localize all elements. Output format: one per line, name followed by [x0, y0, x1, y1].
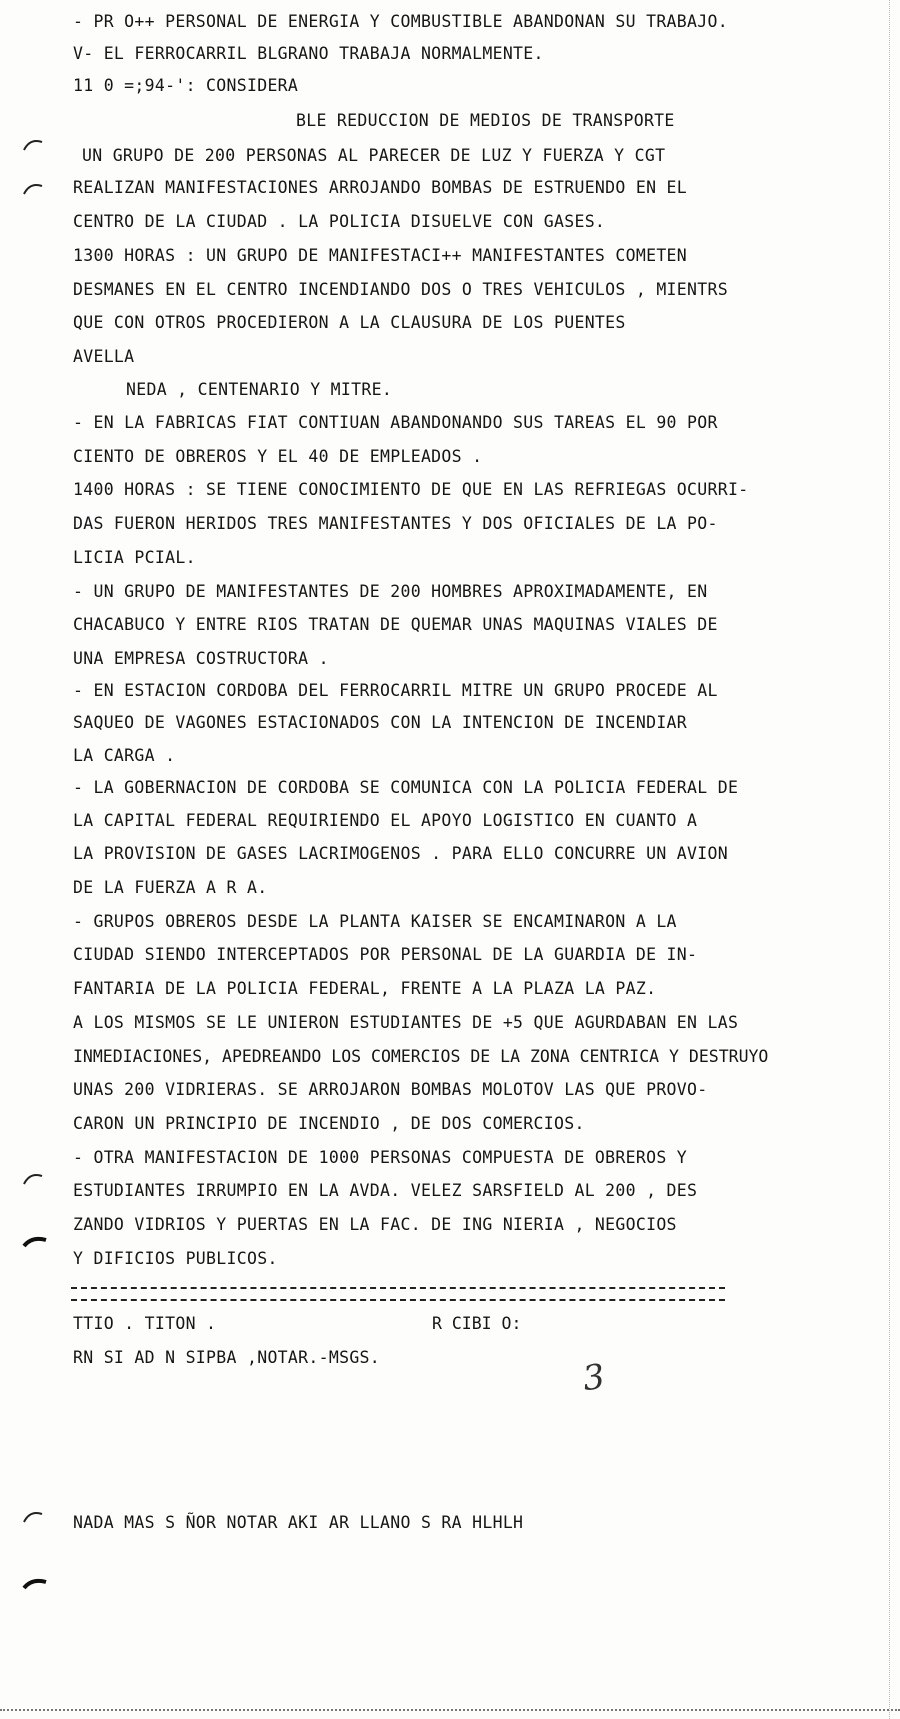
text-line: INMEDIACIONES, APEDREANDO LOS COMERCIOS DE LA ZONA CENTRICA Y DESTRUYO — [73, 1047, 769, 1066]
text-line: FANTARIA DE LA POLICIA FEDERAL, FRENTE A LA PLAZA LA PAZ. — [73, 979, 657, 998]
text-line: UNA EMPRESA COSTRUCTORA . — [73, 649, 329, 668]
text-line: LICIA PCIAL. — [73, 548, 196, 567]
punch-mark-icon — [20, 180, 50, 200]
closing-line: NADA MAS S ÑOR NOTAR AKI AR LLANO S RA HLHLH — [73, 1513, 524, 1532]
text-line: DE LA FUERZA A R A. — [73, 878, 268, 897]
text-line: LA CAPITAL FEDERAL REQUIRIENDO EL APOYO LOGISTICO EN CUANTO A — [73, 811, 698, 830]
text-line: AVELLA — [73, 347, 135, 366]
text-line: LA PROVISION DE GASES LACRIMOGENOS . PARA ELLO CONCURRE UN AVION — [73, 844, 728, 863]
text-line: CENTRO DE LA CIUDAD . LA POLICIA DISUELVE CON GASES. — [73, 212, 606, 231]
text-line: CARON UN PRINCIPIO DE INCENDIO , DE DOS COMERCIOS. — [73, 1114, 585, 1133]
text-line: - GRUPOS OBREROS DESDE LA PLANTA KAISER SE ENCAMINARON A LA — [73, 912, 677, 931]
text-line: DESMANES EN EL CENTRO INCENDIANDO DOS O TRES VEHICULOS , MIENTRS — [73, 280, 728, 299]
text-line: SAQUEO DE VAGONES ESTACIONADOS CON LA INTENCION DE INCENDIAR — [73, 713, 688, 732]
punch-mark-icon — [20, 136, 50, 156]
text-line: UNAS 200 VIDRIERAS. SE ARROJARON BOMBAS MOLOTOV LAS QUE PROVO- — [73, 1080, 708, 1099]
text-line: - LA GOBERNACION DE CORDOBA SE COMUNICA CON LA POLICIA FEDERAL DE — [73, 778, 739, 797]
text-line: 11 0 =;94-': CONSIDERA — [73, 76, 299, 95]
text-line: A LOS MISMOS SE LE UNIERON ESTUDIANTES DE +5 QUE AGURDABAN EN LAS — [73, 1013, 739, 1032]
text-line: 1300 HORAS : UN GRUPO DE MANIFESTACI++ MANIFESTANTES COMETEN — [73, 246, 688, 265]
text-line: V- EL FERROCARRIL BLGRANO TRABAJA NORMALMENTE. — [73, 44, 544, 63]
text-line: CHACABUCO Y ENTRE RIOS TRATAN DE QUEMAR UNAS MAQUINAS VIALES DE — [73, 615, 718, 634]
separator-rule — [71, 1287, 725, 1301]
text-line: CIUDAD SIENDO INTERCEPTADOS POR PERSONAL DE LA GUARDIA DE IN- — [73, 945, 698, 964]
text-line: NEDA , CENTENARIO Y MITRE. — [126, 380, 393, 399]
text-line: ZANDO VIDRIOS Y PUERTAS EN LA FAC. DE ING NIERIA , NEGOCIOS — [73, 1215, 677, 1234]
text-line: - OTRA MANIFESTACION DE 1000 PERSONAS COMPUESTA DE OBREROS Y — [73, 1148, 688, 1167]
paper-edge — [889, 0, 900, 1719]
punch-mark-icon — [20, 1232, 50, 1252]
text-line: ESTUDIANTES IRRUMPIO EN LA AVDA. VELEZ SARSFIELD AL 200 , DES — [73, 1181, 698, 1200]
text-line: 1400 HORAS : SE TIENE CONOCIMIENTO DE QUE EN LAS REFRIEGAS OCURRI- — [73, 480, 749, 499]
text-line: - EN LA FABRICAS FIAT CONTIUAN ABANDONANDO SUS TAREAS EL 90 POR — [73, 413, 718, 432]
text-line: QUE CON OTROS PROCEDIERON A LA CLAUSURA DE LOS PUENTES — [73, 313, 626, 332]
text-line: BLE REDUCCION DE MEDIOS DE TRANSPORTE — [296, 111, 675, 130]
footer-sender: TTIO . TITON . — [73, 1314, 217, 1333]
punch-mark-icon — [20, 1170, 50, 1190]
footer-received: R CIBI O: — [432, 1314, 522, 1333]
text-line: Y DIFICIOS PUBLICOS. — [73, 1249, 278, 1268]
paper-tear-edge — [0, 1709, 900, 1711]
text-line: DAS FUERON HERIDOS TRES MANIFESTANTES Y DOS OFICIALES DE LA PO- — [73, 514, 718, 533]
text-line: LA CARGA . — [73, 746, 176, 765]
text-line: - UN GRUPO DE MANIFESTANTES DE 200 HOMBRES APROXIMADAMENTE, EN — [73, 582, 708, 601]
text-line: - EN ESTACION CORDOBA DEL FERROCARRIL MITRE UN GRUPO PROCEDE AL — [73, 681, 718, 700]
punch-mark-icon — [20, 1574, 50, 1594]
handwritten-page-number: 3 — [580, 1356, 608, 1400]
punch-mark-icon — [20, 1508, 50, 1528]
text-line: UN GRUPO DE 200 PERSONAS AL PARECER DE LUZ Y FUERZA Y CGT — [82, 146, 666, 165]
text-line: CIENTO DE OBREROS Y EL 40 DE EMPLEADOS . — [73, 447, 483, 466]
text-line: REALIZAN MANIFESTACIONES ARROJANDO BOMBAS DE ESTRUENDO EN EL — [73, 178, 688, 197]
text-line: - PR O++ PERSONAL DE ENERGIA Y COMBUSTIBLE ABANDONAN SU TRABAJO. — [73, 12, 728, 31]
footer-line: RN SI AD N SIPBA ,NOTAR.-MSGS. — [73, 1348, 381, 1367]
